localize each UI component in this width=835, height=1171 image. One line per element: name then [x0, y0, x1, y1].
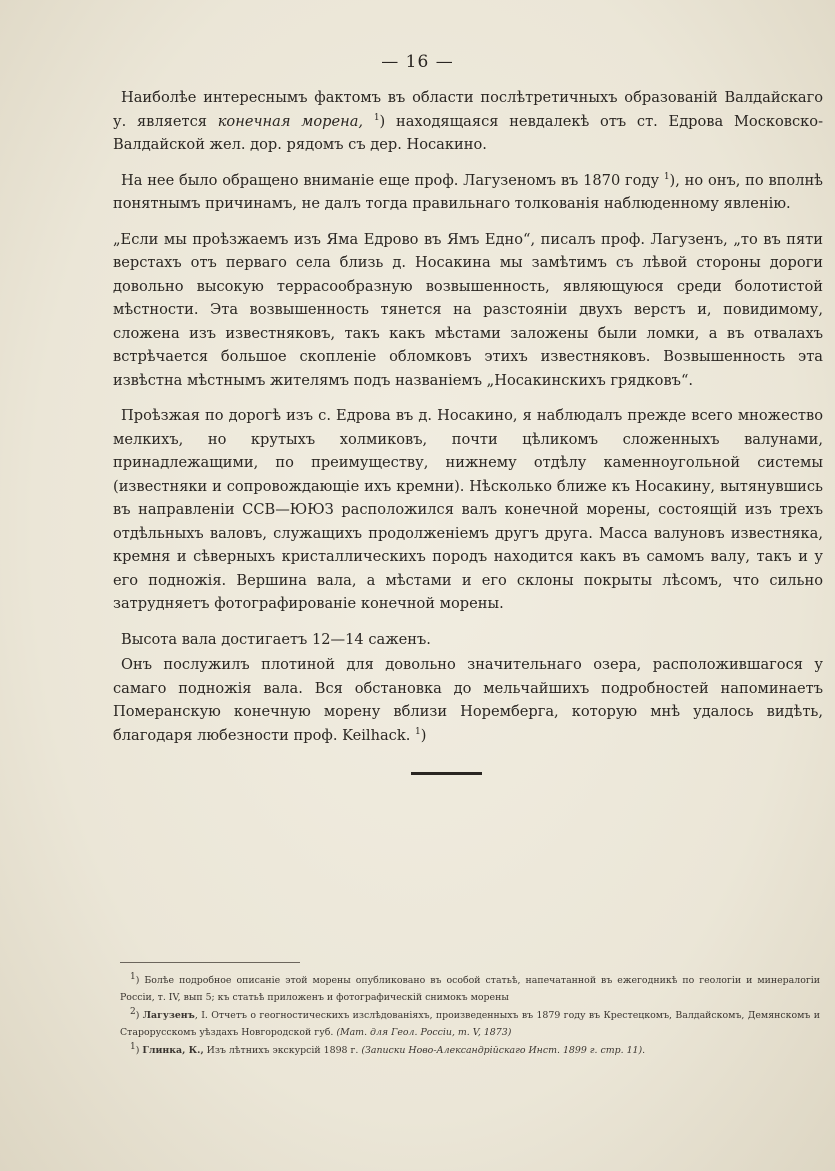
- footnote-source: (Мат. для Геол. Россіи, т. V, 1873): [336, 1027, 512, 1038]
- footnotes: [120, 972, 820, 1060]
- footnote-author: Лагузенъ: [142, 1010, 195, 1021]
- paragraph-1: [113, 86, 823, 157]
- main-text: [113, 86, 823, 759]
- footnote-ref[interactable]: 1: [414, 726, 421, 737]
- footnote-1: [120, 972, 820, 1006]
- footnote-marker: 1: [130, 1041, 136, 1052]
- paragraph-4: [113, 404, 823, 616]
- paragraph-text: На нее было обращено вниманіе еще проф. Лагузеномъ въ 1870 году: [121, 171, 664, 189]
- footnote-text: ) Болѣе подробное описаніе этой морены опубликовано въ особой статьѣ, напечатанной въ ежегодникѣ по геологіи и минералогіи Россіи, т. IV, вып 5; къ статьѣ приложенъ и фотографическій снимокъ морены: [120, 975, 820, 1003]
- footnote-divider: [120, 962, 300, 963]
- paragraph-text: ) находящаяся невдалекѣ отъ ст. Едрова Московско-Валдайской жел. дор. рядомъ съ дер. Носакино.: [113, 112, 824, 153]
- footnote-author: Глинка, К.,: [142, 1045, 204, 1056]
- paragraph-6: [113, 653, 823, 747]
- paragraph-text: Наиболѣе интереснымъ фактомъ въ области послѣтретичныхъ образованій Валдайскаго у. является: [113, 89, 823, 130]
- page-number: — 16 —: [381, 52, 454, 72]
- footnote-text: , I. Отчетъ о геогностическихъ изслѣдованіяхъ, произведенныхъ въ 1879 году въ Крестецкомъ, Валдайскомъ, Демянскомъ и Старорусскомъ уѣздахъ Новгородской губ.: [120, 1010, 820, 1038]
- paragraph-text: „Если мы проѣзжаемъ изъ Яма Едрово въ Ямъ Едно“, писалъ проф. Лагузенъ, „то въ пяти верстахъ отъ перваго села близь д. Носакина мы замѣтимъ съ лѣвой стороны дороги довольно высокую террасообразную возвышенность, являющуюся среди болотистой мѣстности. Эта возвышенность тянется на разстояніи двухъ верстъ и, повидимому, сложена изъ известняковъ, такъ какъ мѣстами заложены были ломки, а въ отвалахъ встрѣчается большое скопленіе обломковъ этихъ известняковъ. Возвышенность эта извѣстна мѣстнымъ жителямъ подъ названіемъ „Носакинскихъ грядковъ“.: [113, 230, 823, 389]
- footnote-ref[interactable]: 1: [373, 112, 380, 123]
- footnote-source: (Записки Ново-Александрійскаго Инст. 1899 г. стр. 11).: [361, 1045, 646, 1056]
- paragraph-3-quote: [113, 228, 823, 393]
- paragraph-text: ): [420, 726, 427, 744]
- footnote-marker: 2: [130, 1006, 136, 1017]
- paragraph-2: [113, 169, 823, 216]
- paragraph-text: ), но онъ, по вполнѣ понятнымъ причинамъ, не далъ тогда правильнаго толкованія наблюденному явленію.: [113, 171, 823, 212]
- footnote-marker: 1: [130, 971, 136, 982]
- italic-term: конечная морена,: [217, 112, 364, 130]
- paragraph-text: Проѣзжая по дорогѣ изъ с. Едрова въ д. Носакино, я наблюдалъ прежде всего множество мелкихъ, но крутыхъ холмиковъ, почти цѣликомъ сложенныхъ валунами, принадлежащими, по преимуществу, нижнему отдѣлу каменноугольной системы (известняки и сопровождающіе ихъ кремни). Нѣсколько ближе къ Носакину, вытянувшись въ направленіи ССВ—ЮЮЗ расположился валъ конечной морены, состоящій изъ трехъ отдѣльныхъ валовъ, служащихъ продолженіемъ другъ друга. Масса валуновъ известняка, кремня и сѣверныхъ кристаллическихъ породъ находится какъ въ самомъ валу, такъ и у его подножія. Вершина вала, а мѣстами и его склоны покрыты лѣсомъ, что сильно затрудняетъ фотографированіе конечной морены.: [113, 407, 823, 612]
- paragraph-text: Высота вала достигаетъ 12—14 саженъ.: [121, 630, 431, 648]
- footnote-text: Изъ лѣтнихъ экскурсій 1898 г.: [203, 1045, 362, 1056]
- section-divider: [411, 772, 482, 775]
- footnote-ref[interactable]: 1: [663, 171, 670, 182]
- footnote-2: 2) Лагузенъ, I. Отчетъ о геогностическихъ изслѣдованіяхъ, произведенныхъ въ 1879 году въ Крестецкомъ, Валдайскомъ, Демянскомъ и Старорусскомъ уѣздахъ Новгородской губ. (Мат. для Геол. Россіи, т. V, 1873): [120, 1006, 820, 1038]
- paragraph-5: [113, 628, 823, 652]
- footnote-3: 1) Глинка, К., Изъ лѣтнихъ экскурсій 1898 г. (Записки Ново-Александрійскаго Инст. 1899 г. стр. 11).: [130, 1041, 646, 1056]
- paragraph-text: Онъ послужилъ плотиной для довольно значительнаго озера, расположившагося у самаго подножія вала. Вся обстановка до мельчайшихъ подробностей напоминаетъ Померанскую конечную морену вблизи Норемберга, которую мнѣ удалось видѣть, благодаря любезности проф. Keilhack.: [113, 656, 823, 744]
